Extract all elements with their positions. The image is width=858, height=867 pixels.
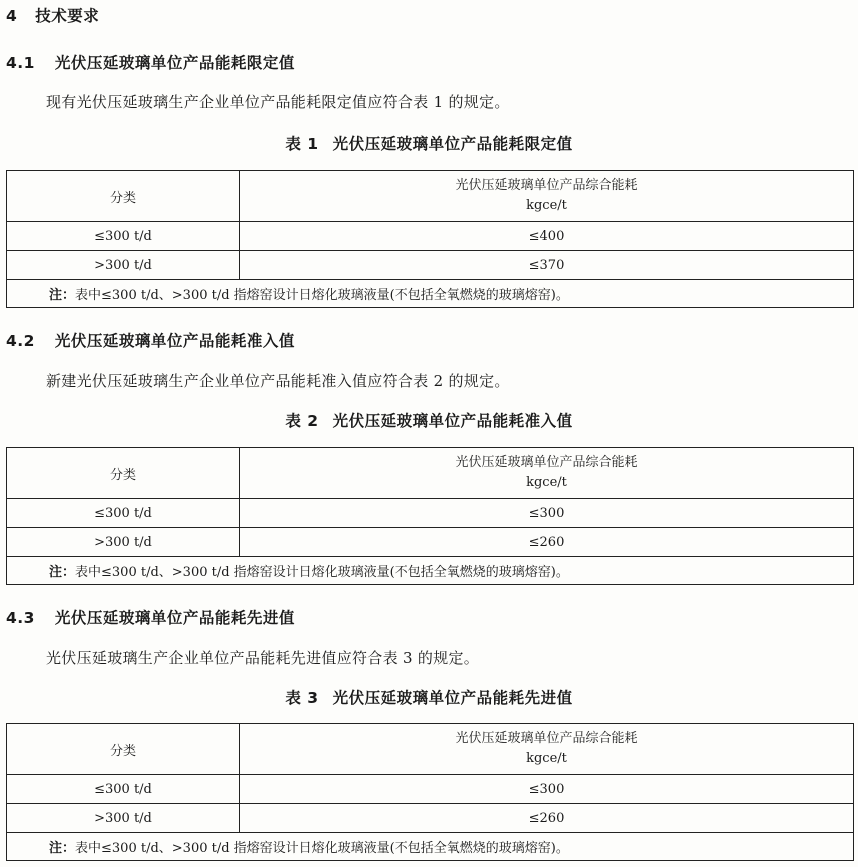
table-2-caption [0, 409, 858, 431]
table-header-row [7, 448, 854, 499]
table-row [7, 251, 854, 280]
note-label: 注： [49, 288, 76, 303]
table-note-row [7, 833, 854, 861]
header-energy-label: 光伏压延玻璃单位产品综合能耗 [455, 178, 638, 193]
subsection-number: 4.1 [6, 54, 35, 72]
table-note-row [7, 557, 854, 585]
note-label: 注： [49, 841, 76, 856]
table-row [7, 528, 854, 557]
table-header-row [7, 171, 854, 222]
table-number: 表 2 [285, 412, 319, 430]
note-text: 表中≤300 t/d、>300 t/d 指熔窑设计日熔化玻璃液量(不包括全氧燃烧的玻璃熔窑)。 [75, 565, 569, 580]
table-header-row [7, 724, 854, 775]
subsection-heading-4-2 [6, 329, 295, 351]
header-energy-label: 光伏压延玻璃单位产品综合能耗 [455, 731, 638, 746]
paragraph-4-3: 光伏压延玻璃生产企业单位产品能耗先进值应符合表 3 的规定。 [46, 649, 480, 667]
subsection-heading-4-3 [6, 606, 295, 628]
subsection-title: 光伏压延玻璃单位产品能耗限定值 [54, 54, 295, 72]
table-3 [6, 723, 854, 861]
table-number: 表 1 [285, 135, 319, 153]
section-heading [6, 4, 99, 26]
note-label: 注： [49, 565, 76, 580]
table-3-caption [0, 686, 858, 708]
section-number: 4 [6, 7, 18, 25]
header-category: 分类 [7, 448, 240, 499]
row-category: >300 t/d [7, 251, 240, 280]
row-category: >300 t/d [7, 528, 240, 557]
table-note-row [7, 280, 854, 308]
header-category: 分类 [7, 171, 240, 222]
table-1 [6, 170, 854, 308]
table-row [7, 499, 854, 528]
paragraph-4-2: 新建光伏压延玻璃生产企业单位产品能耗准入值应符合表 2 的规定。 [46, 372, 510, 390]
paragraph-4-1: 现有光伏压延玻璃生产企业单位产品能耗限定值应符合表 1 的规定。 [46, 93, 510, 111]
header-energy [240, 171, 854, 222]
header-energy-unit: kgce/t [526, 751, 567, 766]
row-value: ≤260 [240, 528, 854, 557]
table-row [7, 775, 854, 804]
header-energy [240, 448, 854, 499]
table-number: 表 3 [285, 689, 319, 707]
header-energy-unit: kgce/t [526, 475, 567, 490]
row-value: ≤400 [240, 222, 854, 251]
row-category: ≤300 t/d [7, 222, 240, 251]
header-energy-label: 光伏压延玻璃单位产品综合能耗 [455, 455, 638, 470]
subsection-heading-4-1 [6, 51, 295, 73]
table-2 [6, 447, 854, 585]
table-title: 光伏压延玻璃单位产品能耗限定值 [332, 135, 573, 153]
subsection-number: 4.2 [6, 332, 35, 350]
table-row [7, 804, 854, 833]
subsection-number: 4.3 [6, 609, 35, 627]
header-energy-unit: kgce/t [526, 198, 567, 213]
header-category: 分类 [7, 724, 240, 775]
table-note [7, 280, 854, 308]
row-value: ≤370 [240, 251, 854, 280]
table-1-caption [0, 132, 858, 154]
note-text: 表中≤300 t/d、>300 t/d 指熔窑设计日熔化玻璃液量(不包括全氧燃烧的玻璃熔窑)。 [75, 288, 569, 303]
row-category: ≤300 t/d [7, 775, 240, 804]
table-note [7, 557, 854, 585]
table-note [7, 833, 854, 861]
row-value: ≤300 [240, 499, 854, 528]
header-energy [240, 724, 854, 775]
row-category: ≤300 t/d [7, 499, 240, 528]
table-title: 光伏压延玻璃单位产品能耗先进值 [332, 689, 573, 707]
row-value: ≤260 [240, 804, 854, 833]
section-title: 技术要求 [35, 7, 100, 25]
table-row [7, 222, 854, 251]
note-text: 表中≤300 t/d、>300 t/d 指熔窑设计日熔化玻璃液量(不包括全氧燃烧的玻璃熔窑)。 [75, 841, 569, 856]
table-title: 光伏压延玻璃单位产品能耗准入值 [332, 412, 573, 430]
subsection-title: 光伏压延玻璃单位产品能耗准入值 [54, 332, 295, 350]
subsection-title: 光伏压延玻璃单位产品能耗先进值 [54, 609, 295, 627]
row-category: >300 t/d [7, 804, 240, 833]
row-value: ≤300 [240, 775, 854, 804]
